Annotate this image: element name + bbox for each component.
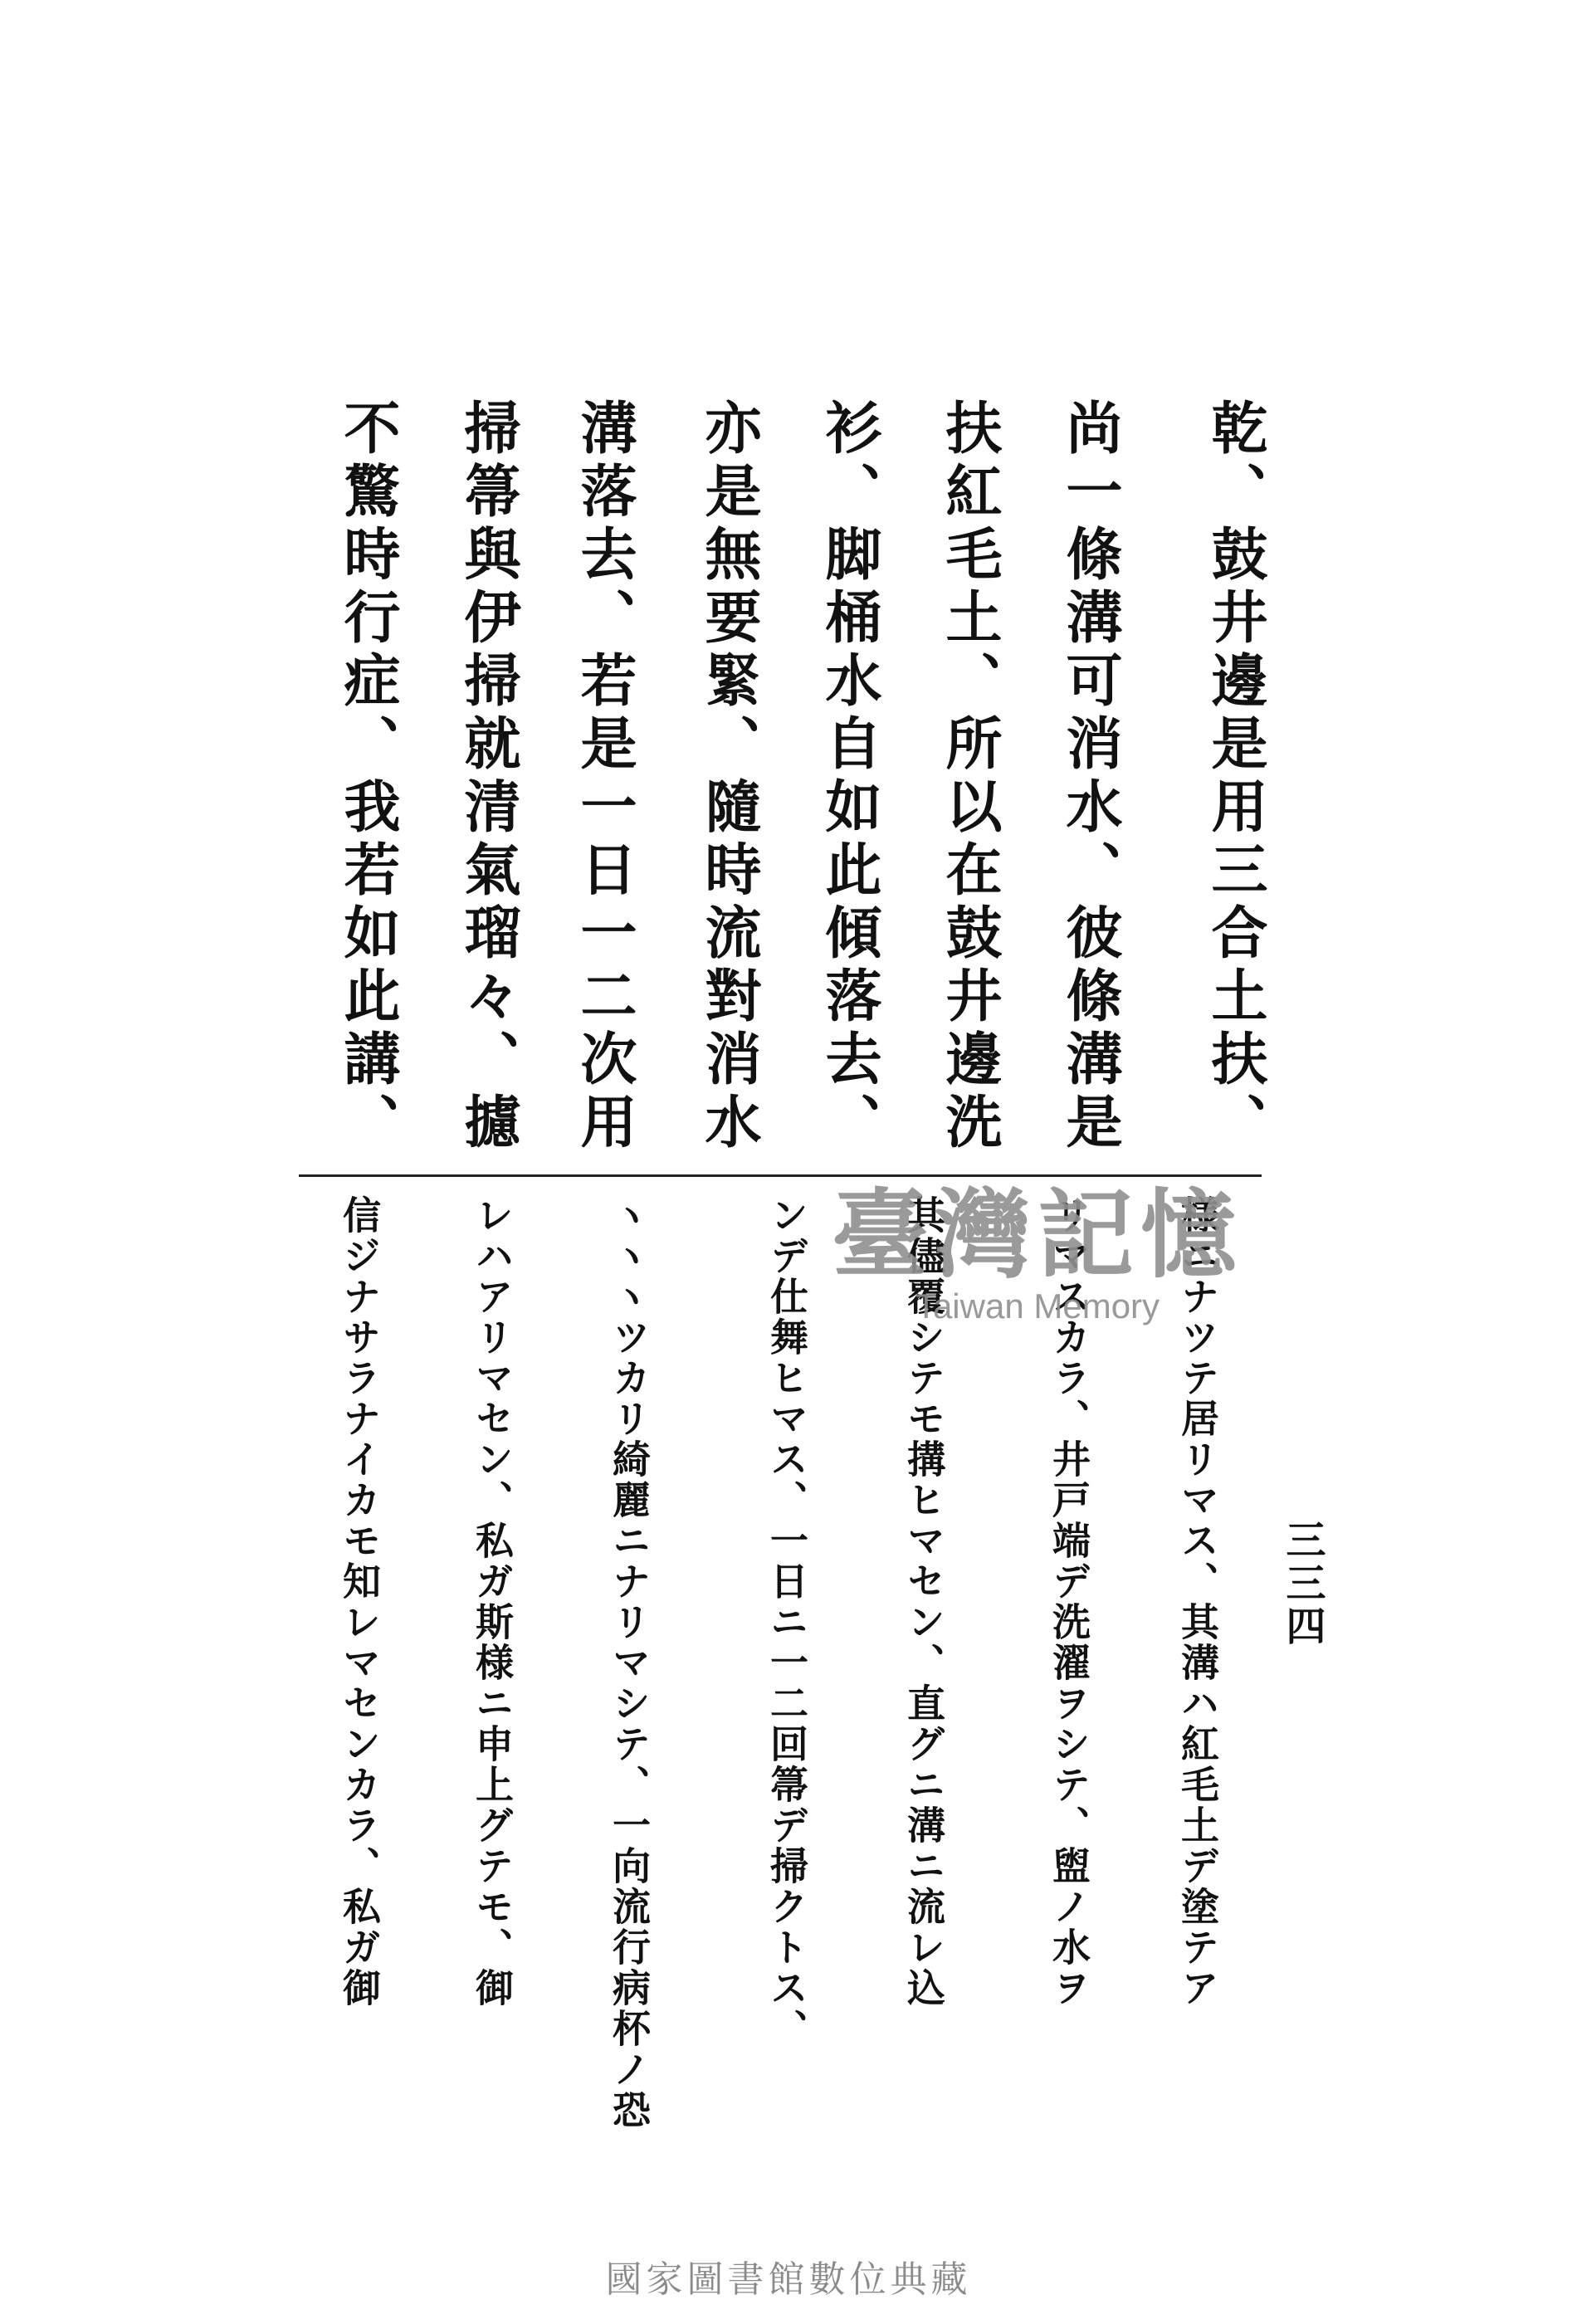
watermark-title: 臺灣記憶 <box>832 1179 1243 1291</box>
upper-column-7: 掃箒與伊掃就清氣瑠々、攄 <box>455 398 521 1155</box>
lower-column-7: 信ジナサラナイカモ知レマセンカラ、私ガ御 <box>337 1195 382 2009</box>
upper-column-2: 尚一條溝可消水、彼條溝是 <box>1057 398 1123 1155</box>
upper-column-3: 扶紅毛土、所以在鼓井邊洗 <box>936 398 1003 1155</box>
lower-column-2: リマスカラ、井戸端デ洗濯ヲシテ、盥ノ水ヲ <box>1047 1195 1091 2009</box>
lower-column-5: ヽヽヽツカリ綺麗ニナリマシテ、一向流行病杯ノ恐 <box>607 1195 652 2131</box>
upper-column-5: 亦是無要緊、隨時流對消水 <box>696 398 762 1155</box>
taiwan-memory-watermark <box>780 1179 1295 1370</box>
footer-collection-label: 國家圖書館數位典藏 <box>605 2258 972 2301</box>
upper-column-4: 衫、脚桶水自如此傾落去、 <box>816 398 882 1155</box>
lower-column-3: 其儘覆シテモ搆ヒマセン、直グニ溝ニ流レ込 <box>901 1195 946 2009</box>
lower-column-6: レハアリマセン、私ガ斯様ニ申上グテモ、御 <box>470 1195 515 2009</box>
upper-column-6: 溝落去、若是一日一二次用 <box>571 398 637 1155</box>
watermark-subtitle: Taiwan Memory <box>915 1286 1160 1326</box>
upper-column-1: 乾、鼓井邊是用三合土扶、 <box>1202 398 1268 1155</box>
section-divider <box>299 1174 1262 1177</box>
lower-column-1: 様ニナツテ居リマス、其溝ハ紅毛土デ塗テア <box>1175 1195 1220 2009</box>
page-number: 三三四 <box>1279 1519 1326 1648</box>
lower-column-4: ンデ仕舞ヒマス、一日ニ一二回箒デ掃クトス、 <box>764 1195 809 2049</box>
upper-column-8: 不驚時行症、我若如此講、 <box>334 398 401 1155</box>
